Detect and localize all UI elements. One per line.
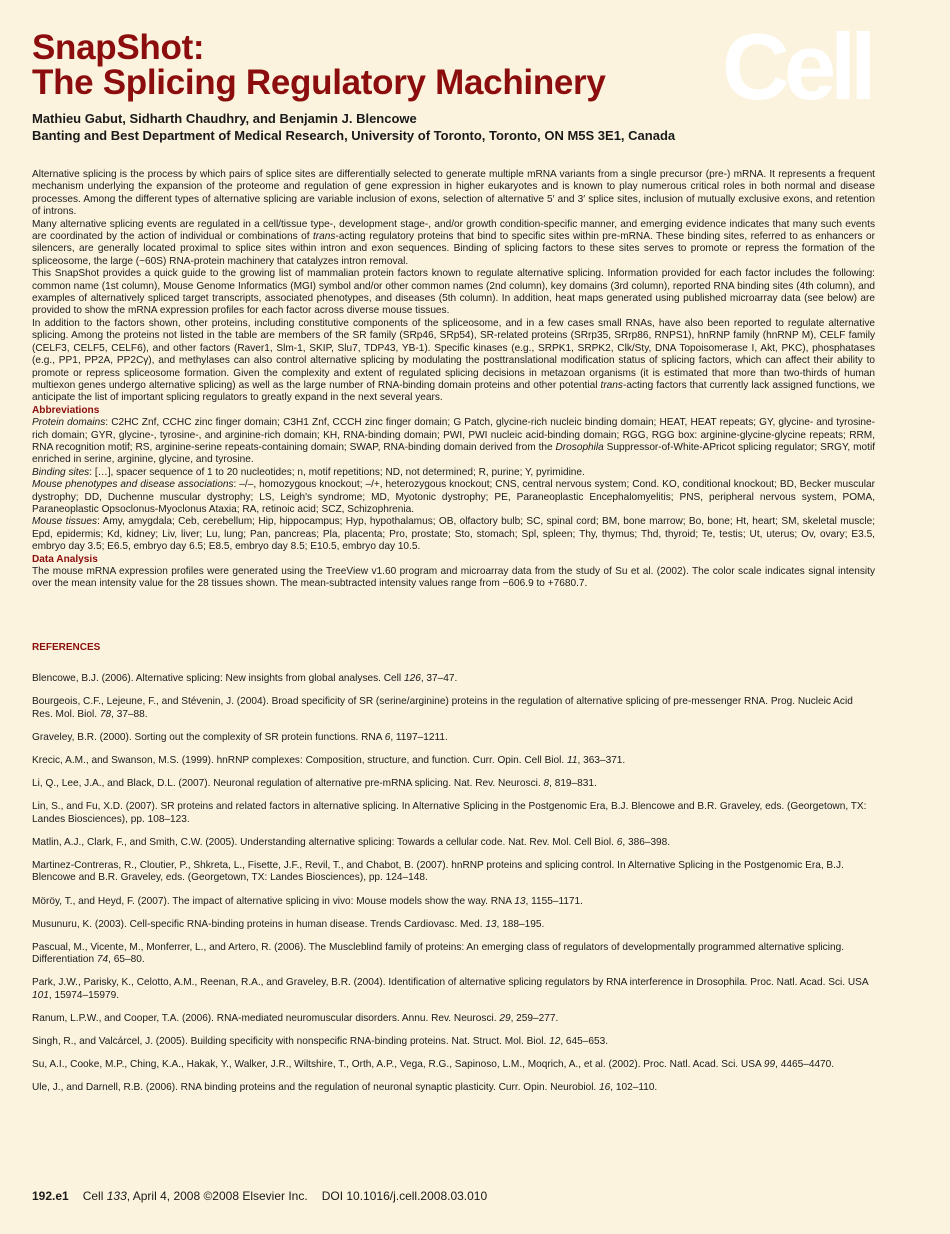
reference-item: Martinez-Contreras, R., Cloutier, P., Shkreta, L., Fisette, J.F., Revil, T., and Chabot, B. (2007). hnRNP proteins and splicing control. In Alternative Splicing in the Postgenomic Era, B.J. Blencowe and B.R. Graveley, eds. (Georgetown, TX: Landes Biosciences), pp. 124–148.	[32, 859, 844, 884]
reference-item: Singh, R., and Valcárcel, J. (2005). Building specificity with nonspecific RNA-binding proteins. Nat. Struct. Mol. Biol. 12, 645–653.	[32, 1036, 609, 1048]
reference-item: Möröy, T., and Heyd, F. (2007). The impact of alternative splicing in vivo: Mouse models show the way. RNA 13, 1155–1171.	[32, 895, 583, 907]
reference-item: Matlin, A.J., Clark, F., and Smith, C.W. (2005). Understanding alternative splicing: Towards a cellular code. Nat. Rev. Mol. Cell Biol. 6, 386–398.	[32, 836, 671, 848]
reference-item: Krecic, A.M., and Swanson, M.S. (1999). hnRNP complexes: Composition, structure, and function. Curr. Opin. Cell Biol. 11, 363–371.	[32, 754, 626, 766]
abbrev-binding-sites: Binding sites: […], spacer sequence of 1 to 20 nucleotides; n, motif repetitions; ND, not determined; R, purine; Y, pyrimidine.	[32, 466, 585, 478]
reference-item: Ule, J., and Darnell, R.B. (2006). RNA binding proteins and the regulation of neuronal synaptic plasticity. Curr. Opin. Neurobiol. 16, 102–110.	[32, 1082, 658, 1094]
title-line-1: SnapShot:	[32, 28, 205, 67]
reference-item: Graveley, B.R. (2000). Sorting out the complexity of SR protein functions. RNA 6, 1197–1211.	[32, 731, 448, 743]
doi: DOI 10.1016/j.cell.2008.03.010	[321, 1189, 488, 1203]
references-list	[32, 673, 875, 1105]
journal-volume: 133	[106, 1189, 127, 1203]
abbrev-mouse-phenotypes: Mouse phenotypes and disease associations: –/–, homozygous knockout; –/+, heterozygous knockout; CNS, central nervous system; Cond. KO, conditional knockout; BD, Becker muscular dystrophy; DD, Duchenne muscular dystrophy; LS, Leigh's syndrome; MD, Myotonic dystrophy; PE, Paraneoplastic Encephalomyelitis; PNS, peripheral nervous system, POMA, Paraneoplastic Opsoclonus-Myoclonus Ataxia; RA, retinoic acid; SCZ, Schizophrenia.	[32, 479, 875, 515]
authors: Mathieu Gabut, Sidharth Chaudhry, and Benjamin J. Blencowe	[32, 111, 417, 126]
journal-name: Cell	[82, 1189, 107, 1203]
page-title	[32, 30, 606, 100]
data-analysis-heading: Data Analysis	[32, 553, 98, 565]
data-analysis-text: The mouse mRNA expression profiles were generated using the TreeView v1.60 program and microarray data from the study of Su et al. (2002). The color scale indicates signal intensity over the mean intensity value for the 28 tissues shown. The mean-subtracted intensity values range from −606.9 to +7680.7.	[32, 566, 875, 590]
cell-logo: Cell	[722, 14, 871, 119]
reference-item: Bourgeois, C.F., Lejeune, F., and Stévenin, J. (2004). Broad specificity of SR (serine/arginine) proteins in the regulation of alternative splicing of pre-messenger RNA. Prog. Nucleic Acid Res. Mol. Biol. 78, 37–88.	[32, 696, 853, 720]
reference-item: Su, A.I., Cooke, M.P., Ching, K.A., Hakak, Y., Walker, J.R., Wiltshire, T., Orth, A.P., Vega, R.G., Sapinoso, L.M., Moqrich, A., et al. (2002). Proc. Natl. Acad. Sci. USA 99, 4465–4470.	[32, 1059, 835, 1071]
paragraph-snapshot: This SnapShot provides a quick guide to the growing list of mammalian protein factors known to regulate alternative splicing. Information provided for each factor includes the following: common name (1st column), Mouse Genome Informatics (MGI) symbol and/or other common names (2nd column), key domains (3rd column), reported RNA binding sites (4th column), and examples of alternatively spliced target transcripts, associated phenotypes, and diseases (5th column). In addition, heat maps generated using published microarray data (see below) are provided to show the mRNA expression profiles for each factor across diverse mouse tissues.	[32, 268, 875, 317]
reference-item: Park, J.W., Parisky, K., Celotto, A.M., Reenan, R.A., and Graveley, B.R. (2004). Identification of alternative splicing regulators by RNA interference in Drosophila. Proc. Natl. Acad. Sci. USA 101, 15974–15979.	[32, 977, 869, 1001]
main-text	[32, 169, 875, 591]
reference-item: Blencowe, B.J. (2006). Alternative splicing: New insights from global analyses. Cell 126, 37–47.	[32, 673, 458, 684]
abbrev-mouse-tissues: Mouse tissues: Amy, amygdala; Ceb, cerebellum; Hip, hippocampus; Hyp, hypothalamus; OB, olfactory bulb; SC, spinal cord; BM, bone marrow; Bo, bone; Ht, heart; SM, skeletal muscle; Epd, epidermis; Kd, kidney; Liv, liver; Lu, lung; Pan, pancreas; Pla, placenta; Pro, prostate; Sto, stomach; Spl, spleen; Thy, thymus; Thd, thyroid; Te, testis; Ut, uterus; Ov, ovary; E3.5, embryo day 3.5; E6.5, embryo day 6.5; E8.5, embryo day 8.5; E10.5, embryo day 10.5.	[32, 516, 875, 553]
reference-item: Li, Q., Lee, J.A., and Black, D.L. (2007). Neuronal regulation of alternative pre-mRNA splicing. Nat. Rev. Neurosci. 8, 819–831.	[32, 777, 597, 789]
reference-item: Musunuru, K. (2003). Cell-specific RNA-binding proteins in human disease. Trends Cardiovasc. Med. 13, 188–195.	[32, 918, 545, 930]
affiliation: Banting and Best Department of Medical Research, University of Toronto, Toronto, ON M5S 3E1, Canada	[32, 128, 676, 143]
date-copyright: , April 4, 2008 ©2008 Elsevier Inc.	[126, 1189, 308, 1203]
paragraph-regulation: Many alternative splicing events are regulated in a cell/tissue type-, development stage-, and/or growth condition-specific manner, and emerging evidence indicates that many such events are coordinated by the action of individual or combinations of trans-acting regulatory proteins that bind to specific sites within pre-mRNA. These binding sites, referred to as enhancers or silencers, are generally located proximal to splice sites within intron and exon sequences. Binding of splicing factors to these sites serves to promote or repress the formation of the spliceosome, the large (~60S) RNA-protein machinery that catalyzes intron removal.	[32, 218, 875, 267]
title-line-2: The Splicing Regulatory Machinery	[32, 63, 606, 102]
abbreviations-heading: Abbreviations	[32, 404, 100, 416]
page-number: 192.e1	[32, 1189, 69, 1203]
references-heading: REFERENCES	[32, 642, 101, 653]
reference-item: Lin, S., and Fu, X.D. (2007). SR proteins and related factors in alternative splicing. In Alternative Splicing in the Postgenomic Era, B.J. Blencowe and B.R. Graveley, eds. (Georgetown, TX: Landes Biosciences), pp. 108–123.	[32, 801, 867, 825]
abbrev-protein-domains: Protein domains: C2HC Znf, CCHC zinc finger domain; C3H1 Znf, CCCH zinc finger domain; G Patch, glycine-rich nucleic binding domain; HEAT, HEAT repeats; GY, glycine- and tyrosine-rich domain; GYR, glycine-, tyrosine-, and arginine-rich domain; KH, RNA-binding domain; PWI, PWI nucleic acid-binding domain; RGG, RGG box: arginine-glycine-glycine repeats; RRM, RNA recognition motif; RS, arginine-serine repeats-containing domain; SWAP, RNA-binding domain derived from the Drosophila Suppressor-of-White-APricot splicing regulator; SRGY, motif enriched in serine, arginine, glycine, and tyrosine.	[32, 417, 875, 466]
reference-item: Pascual, M., Vicente, M., Monferrer, L., and Artero, R. (2006). The Muscleblind family of proteins: An emerging class of regulators of developmentally programmed alternative splicing. Differentiation 74, 65–80.	[32, 941, 844, 966]
page-footer	[32, 1189, 487, 1203]
reference-item: Ranum, L.P.W., and Cooper, T.A. (2006). RNA-mediated neuromuscular disorders. Annu. Rev. Neurosci. 29, 259–277.	[32, 1013, 559, 1025]
paragraph-other-factors: In addition to the factors shown, other proteins, including constitutive components of the spliceosome, and in a few cases small RNAs, have also been reported to regulate alternative splicing. Among the proteins not listed in the table are members of the SR family (SRp46, SRp54), SR-related proteins (SRrp35, SRrp86, RNPS1), hnRNP family (hnRNP M), CELF family (CELF3, CELF5, CELF6), and other factors (Raver1, Slm-1, SKIP, Slu7, TDP43, YB-1). Specific kinases (e.g., SRPK1, SRPK2, Clk/Sty, DNA Topoisomerase I, Akt, PKC), phosphatases (e.g., PP1, PP2A, PP2Cγ), and methylases can also control alternative splicing by modulating the posttranslational modification status of splicing factors, which can affect their ability to promote or repress spliceosome formation. Given the complexity and extent of regulated splicing decisions in metazoan organisms (it is estimated that more than two-thirds of human multiexon genes undergo alternative splicing) as well as the large number of RNA-binding domain proteins and other potential trans-acting factors that currently lack assigned functions, we anticipate the list of important splicing regulators to greatly expand in the next several years.	[32, 317, 875, 404]
paragraph-intro: Alternative splicing is the process by which pairs of splice sites are differentially selected to generate multiple mRNA variants from a single precursor (pre-) mRNA. It represents a frequent mechanism underlying the expansion of the proteome and regulation of gene expression in higher eukaryotes and is known to play numerous critical roles in both normal and disease processes. Among the different types of alternative splicing are variable inclusion of exons, selection of alternative 5′ and 3′ splice sites, inclusion of mutually exclusive exons, and retention of introns.	[32, 169, 875, 218]
